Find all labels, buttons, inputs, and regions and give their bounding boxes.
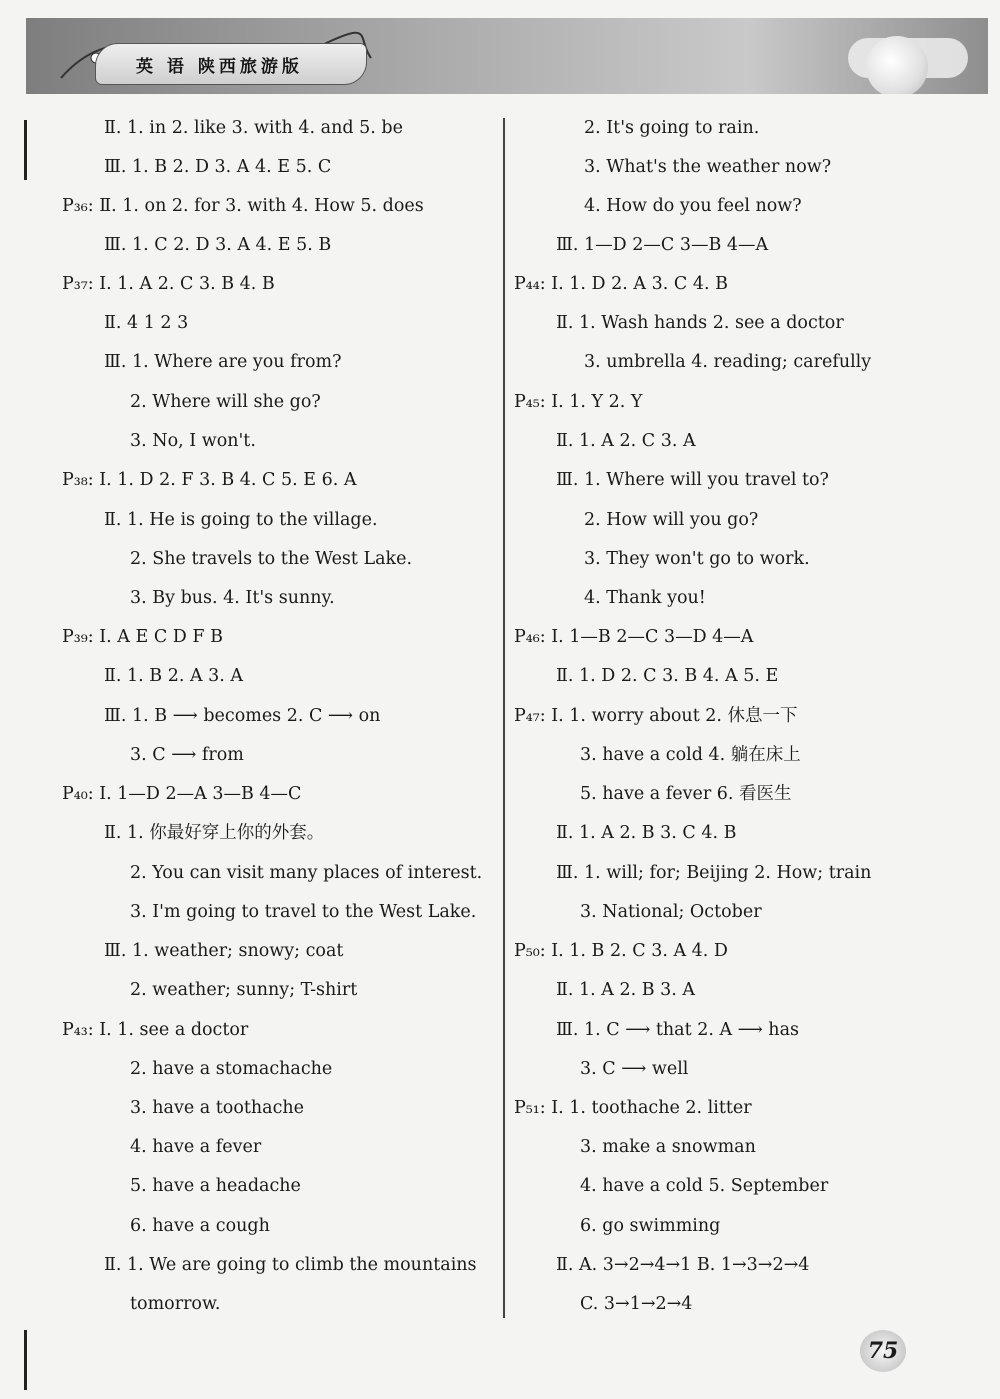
left-edge-mark <box>24 1330 27 1390</box>
answer-line: Ⅲ. 1. B ⟶ becomes 2. C ⟶ on <box>104 706 381 726</box>
answer-line: tomorrow. <box>130 1294 221 1314</box>
answer-line: 3. What's the weather now? <box>584 157 832 177</box>
answer-line: Ⅲ. 1. will; for; Beijing 2. How; train <box>556 863 872 883</box>
page-number: 75 <box>860 1330 906 1372</box>
answer-line: P₄₀: Ⅰ. 1—D 2—A 3—B 4—C <box>62 784 302 804</box>
answer-line: 4. have a cold 5. September <box>580 1176 829 1196</box>
answer-line: 2. weather; sunny; T-shirt <box>130 980 358 1000</box>
answer-line: P₅₀: Ⅰ. 1. B 2. C 3. A 4. D <box>514 941 728 961</box>
answer-line: Ⅱ. 1. D 2. C 3. B 4. A 5. E <box>556 666 779 686</box>
page-header <box>26 18 988 94</box>
answer-line: Ⅱ. 4 1 2 3 <box>104 313 189 333</box>
answer-line: 3. By bus. 4. It's sunny. <box>130 588 335 608</box>
answer-line: 3. have a cold 4. 躺在床上 <box>580 745 801 765</box>
answer-line: Ⅱ. 1. A 2. C 3. A <box>556 431 696 451</box>
answer-line: P₅₁: Ⅰ. 1. toothache 2. litter <box>514 1098 752 1118</box>
answer-line: Ⅱ. 1. We are going to climb the mountains <box>104 1255 477 1275</box>
answer-line: 5. have a fever 6. 看医生 <box>580 784 792 804</box>
answer-line: 3. C ⟶ from <box>130 745 244 765</box>
answer-line: P₄₄: Ⅰ. 1. D 2. A 3. C 4. B <box>514 274 728 294</box>
answer-line: 5. have a headache <box>130 1176 301 1196</box>
answer-line: P₃₇: Ⅰ. 1. A 2. C 3. B 4. B <box>62 274 275 294</box>
left-edge-mark <box>24 120 27 180</box>
moon-decoration-icon <box>866 36 928 94</box>
answer-line: P₃₆: Ⅱ. 1. on 2. for 3. with 4. How 5. does <box>62 196 424 216</box>
answer-line: Ⅱ. 1. in 2. like 3. with 4. and 5. be <box>104 118 403 138</box>
answer-line: 2. How will you go? <box>584 510 759 530</box>
answer-line: 2. You can visit many places of interest. <box>130 863 483 883</box>
answer-line: 4. How do you feel now? <box>584 196 802 216</box>
answer-line: Ⅲ. 1. C ⟶ that 2. A ⟶ has <box>556 1020 799 1040</box>
answer-line: Ⅱ. 1. Wash hands 2. see a doctor <box>556 313 844 333</box>
answer-line: 3. make a snowman <box>580 1137 756 1157</box>
answer-line: 6. go swimming <box>580 1216 721 1236</box>
answer-line: 3. I'm going to travel to the West Lake. <box>130 902 477 922</box>
answer-line: P₃₉: Ⅰ. A E C D F B <box>62 627 223 647</box>
header-title: 英 语 陕西旅游版 <box>136 57 303 77</box>
answer-line: 6. have a cough <box>130 1216 270 1236</box>
answer-line: 3. have a toothache <box>130 1098 305 1118</box>
answer-line: 3. National; October <box>580 902 762 922</box>
answer-line: 3. No, I won't. <box>130 431 256 451</box>
answer-line: Ⅲ. 1. weather; snowy; coat <box>104 941 344 961</box>
answer-line: P₄₃: Ⅰ. 1. see a doctor <box>62 1020 249 1040</box>
answer-line: Ⅲ. 1. B 2. D 3. A 4. E 5. C <box>104 157 332 177</box>
answer-line: P₄₆: Ⅰ. 1—B 2—C 3—D 4—A <box>514 627 754 647</box>
answer-line: Ⅱ. A. 3→2→4→1 B. 1→3→2→4 <box>556 1255 810 1275</box>
answer-line: Ⅱ. 1. He is going to the village. <box>104 510 378 530</box>
answer-line: P₄₇: Ⅰ. 1. worry about 2. 休息一下 <box>514 706 798 726</box>
answer-line: 2. Where will she go? <box>130 392 321 412</box>
answer-line: Ⅲ. 1—D 2—C 3—B 4—A <box>556 235 769 255</box>
answer-line: Ⅱ. 1. B 2. A 3. A <box>104 666 244 686</box>
answer-line: 3. umbrella 4. reading; carefully <box>584 352 872 372</box>
answer-line: 2. She travels to the West Lake. <box>130 549 413 569</box>
answer-line: 4. Thank you! <box>584 588 706 608</box>
answer-line: P₄₅: Ⅰ. 1. Y 2. Y <box>514 392 643 412</box>
answer-line: 3. They won't go to work. <box>584 549 810 569</box>
answer-line: 3. C ⟶ well <box>580 1059 689 1079</box>
answer-line: P₃₈: Ⅰ. 1. D 2. F 3. B 4. C 5. E 6. A <box>62 470 357 490</box>
answer-line: Ⅱ. 1. A 2. B 3. C 4. B <box>556 823 737 843</box>
answer-line: Ⅲ. 1. Where will you travel to? <box>556 470 829 490</box>
answer-line: C. 3→1→2→4 <box>580 1294 693 1314</box>
answer-line: 2. have a stomachache <box>130 1059 333 1079</box>
answer-line: Ⅲ. 1. Where are you from? <box>104 352 342 372</box>
answer-line: 2. It's going to rain. <box>584 118 760 138</box>
answer-line: Ⅲ. 1. C 2. D 3. A 4. E 5. B <box>104 235 332 255</box>
column-divider <box>503 118 505 1318</box>
answer-line: 4. have a fever <box>130 1137 262 1157</box>
answer-line: Ⅱ. 1. A 2. B 3. A <box>556 980 696 1000</box>
answer-line: Ⅱ. 1. 你最好穿上你的外套。 <box>104 823 325 843</box>
